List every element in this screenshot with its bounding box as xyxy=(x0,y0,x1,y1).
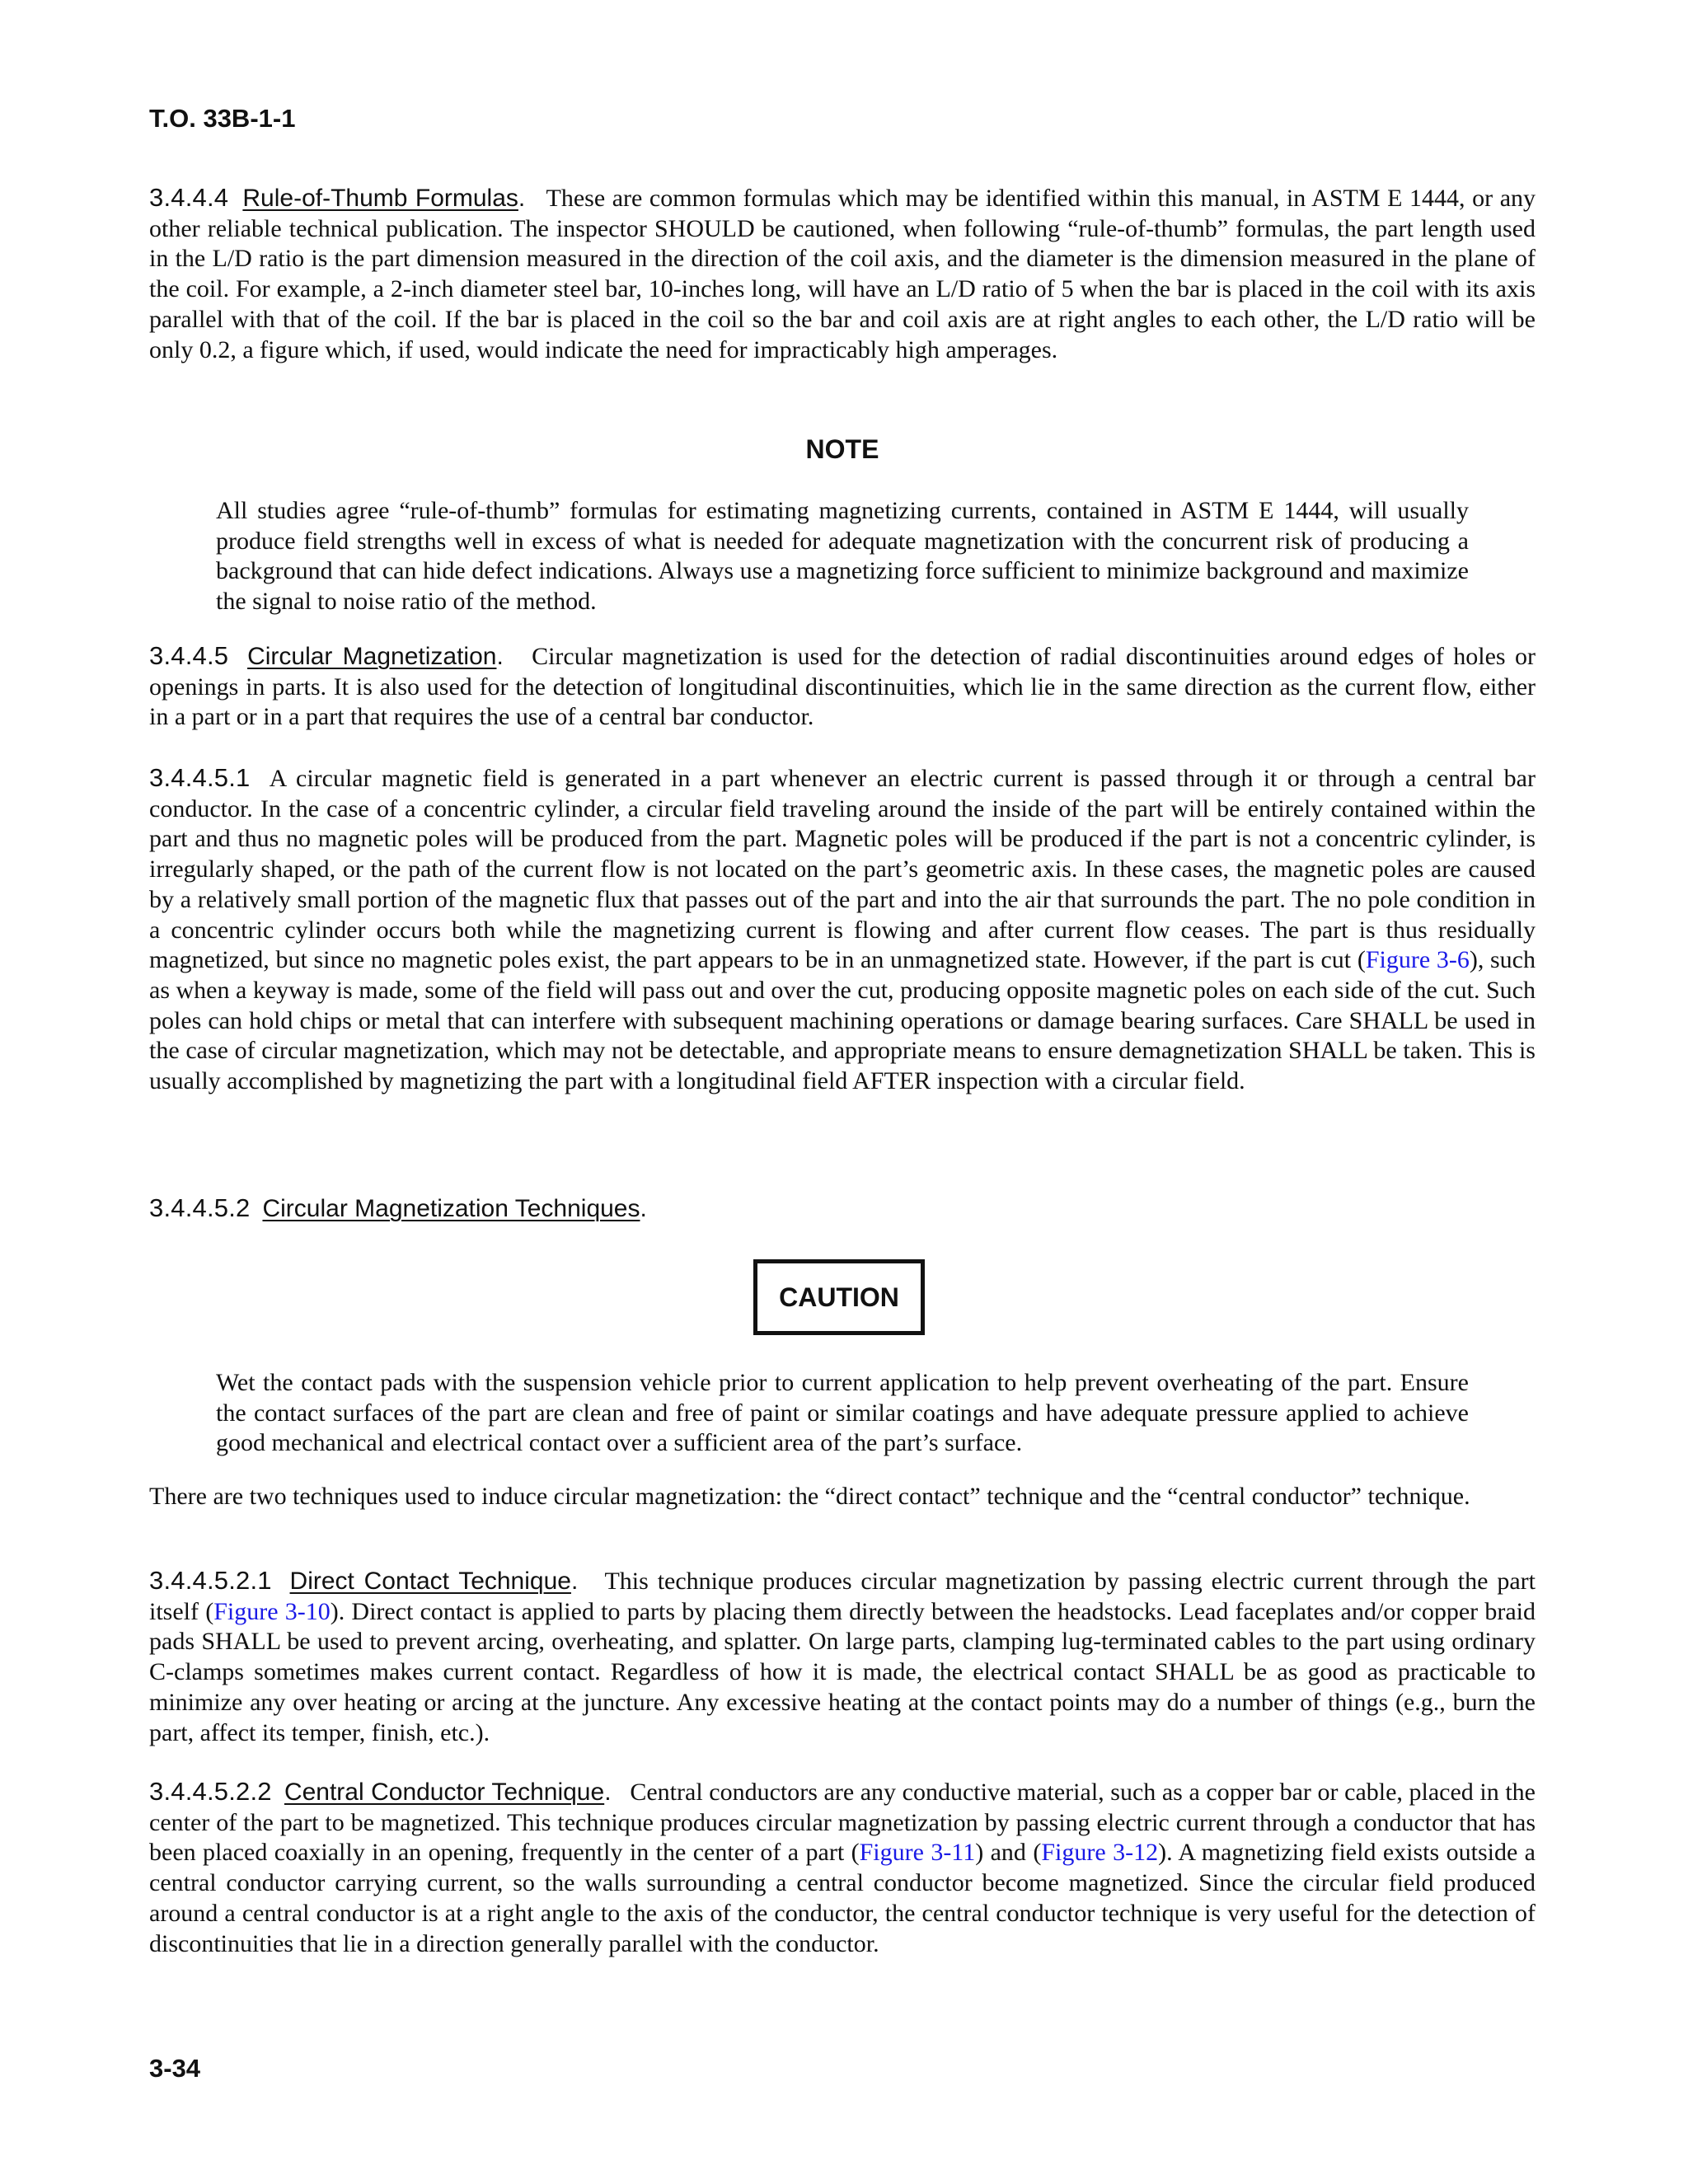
section-number: 3.4.4.5.2.2 xyxy=(149,1777,272,1806)
techniques-intro: There are two techniques used to induce circular magnetization: the “direct contact” technique and the “central conductor” technique. xyxy=(149,1483,1470,1510)
caution-text: Wet the contact pads with the suspension vehicle prior to current application to help prevent overheating of the part. Ensure the contact surfaces of the part are clean and free of paint or similar coatings and have adequate pressure applied to achieve good mechanical and electrical contact over a sufficient area of the part’s surface. xyxy=(216,1369,1469,1457)
section-3-4-4-5-2-1: 3.4.4.5.2.1 Direct Contact Technique. This technique produces circular magnetization by passing electric current through the part itself (Figure 3-10). Direct contact is applied to parts by placing them directly between the headstocks. Lead faceplates and/or copper braid pads SHALL be used to prevent arcing, overheating, and splatter. On large parts, clamping lug-terminated cables to the part using ordinary C-clamps sometimes makes current contact. Regardless of how it is made, the electrical contact SHALL be as good as practicable to minimize any over heating or arcing at the juncture. Any excessive heating at the contact points may do a number of things (e.g., burn the part, affect its temper, finish, etc.). xyxy=(149,1566,1536,1746)
section-title: Central Conductor Technique xyxy=(284,1779,605,1806)
section-number: 3.4.4.5.2 xyxy=(149,1193,251,1222)
section-number: 3.4.4.5.2.1 xyxy=(149,1566,272,1595)
section-text-part-c: ). A magnetizing field exists outside a central conductor carrying current, so the walls surrounding a central conductor become magnetized. Since the circular field produced around a central conductor is at a right angle to the axis of the conductor, the central conductor technique is very useful for the detection of discontinuities that lie in a direction generally parallel with the conductor. xyxy=(149,1839,1536,1957)
section-text-part-a: A circular magnetic field is generated in a part whenever an electric current is passed through it or through a central bar conductor. In the case of a concentric cylinder, a circular field traveling around the inside of the part will be entirely contained within the part and thus no magnetic poles will be produced from the part. Magnetic poles will be produced if the part is not a concentric cylinder, is irregularly shaped, or the path of the current flow is not located on the part’s geometric axis. In these cases, the magnetic poles are caused by a relatively small portion of the magnetic flux that passes out of the part and into the air that surrounds the part. The no pole condition in a concentric cylinder occurs both while the magnetizing current is flowing and after current flow ceases. The part is thus residually magnetized, but since no magnetic poles exist, the part appears to be in an unmagnetized state. However, if the part is cut ( xyxy=(149,765,1536,974)
section-title: Direct Contact Technique xyxy=(289,1568,571,1595)
section-3-4-4-5: 3.4.4.5 Circular Magnetization. Circular magnetization is used for the detection of radial discontinuities around edges of holes or openings in parts. It is also used for the detection of longitudinal discontinuities, which lie in the same direction as the current flow, either in a part or in a part that requires the use of a central bar conductor. xyxy=(149,641,1536,731)
page-number-footer: 3-34 xyxy=(149,2054,201,2083)
figure-3-12-link[interactable]: Figure 3-12 xyxy=(1041,1839,1159,1867)
section-text-part-b: ) and ( xyxy=(975,1839,1042,1867)
section-text-part-a: This technique produces circular magnetization by passing electric current through the part itself ( xyxy=(149,1568,1536,1625)
section-text: These are common formulas which may be identified within this manual, in ASTM E 1444, or any other reliable technical publication. The inspector SHOULD be cautioned, when following “rule-of-thumb” formulas, the part length used in the L/D ratio is the part dimension measured in the direction of the coil axis, and the diameter is the dimension measured in the plane of the coil. For example, a 2-inch diameter steel bar, 10-inches long, will have an L/D ratio of 5 when the bar is placed in the coil with its axis parallel with that of the coil. If the bar is placed in the coil so the bar and coil axis are at right angles to each other, the L/D ratio will be only 0.2, a figure which, if used, would indicate the need for impracticably high amperages. xyxy=(149,185,1536,363)
section-3-4-4-5-2: 3.4.4.5.2 Circular Magnetization Techniques. xyxy=(149,1193,647,1222)
figure-3-11-link[interactable]: Figure 3-11 xyxy=(859,1839,976,1867)
section-number: 3.4.4.5.1 xyxy=(149,763,251,792)
section-text-part-b: ). Direct contact is applied to parts by placing them directly between the headstocks. Lead faceplates and/or copper braid pads SHALL be used to prevent arcing, overheating, and splatter. On large parts, clamping lug-terminated cables to the part using ordinary C-clamps sometimes makes current contact. Regardless of how it is made, the electrical contact SHALL be as good as practicable to minimize any over heating or arcing at the juncture. Any excessive heating at the contact points may do a number of things (e.g., burn the part, affect its temper, finish, etc.). xyxy=(149,1597,1536,1746)
section-3-4-4-4: 3.4.4.4 Rule-of-Thumb Formulas. These are common formulas which may be identified within this manual, in ASTM E 1444, or any other reliable technical publication. The inspector SHOULD be cautioned, when following “rule-of-thumb” formulas, the part length used in the L/D ratio is the part dimension measured in the direction of the coil axis, and the diameter is the dimension measured in the plane of the coil. For example, a 2-inch diameter steel bar, 10-inches long, will have an L/D ratio of 5 when the bar is placed in the coil with its axis parallel with that of the coil. If the bar is placed in the coil so the bar and coil axis are at right angles to each other, the L/D ratio will be only 0.2, a figure which, if used, would indicate the need for impracticably high amperages. xyxy=(149,183,1536,363)
figure-3-10-link[interactable]: Figure 3-10 xyxy=(213,1597,331,1625)
section-text: Circular magnetization is used for the detection of radial discontinuities around edges of holes or openings in parts. It is also used for the detection of longitudinal discontinuities, which lie in the same direction as the current flow, either in a part or in a part that requires the use of a central bar conductor. xyxy=(149,643,1536,731)
caution-heading: CAUTION xyxy=(779,1282,899,1312)
section-text-part-a: Central conductors are any conductive material, such as a copper bar or cable, placed in the center of the part to be magnetized. This technique produces circular magnetization by passing electric current through a conductor that has been placed coaxially in an opening, frequently in the center of a part ( xyxy=(149,1779,1536,1867)
section-title: Circular Magnetization Techniques xyxy=(262,1195,640,1222)
section-title: Circular Magnetization xyxy=(247,643,497,670)
section-3-4-4-5-1 xyxy=(149,763,1536,1097)
note-heading: NOTE xyxy=(805,434,879,464)
section-text-part-b: ), such as when a keyway is made, some of the field will pass out and over the cut, producing opposite magnetic poles on each side of the cut. Such poles can hold chips or metal that can interfere with subsequent machining operations or damage bearing surfaces. Care SHALL be used in the case of circular magnetization, which may not be detectable, and appropriate means to ensure demagnetization SHALL be taken. This is usually accomplished by magnetizing the part with a longitudinal field AFTER inspection with a circular field. xyxy=(149,946,1536,1095)
section-number: 3.4.4.4 xyxy=(149,183,229,212)
caution-heading-box xyxy=(753,1259,925,1335)
document-id-header: T.O. 33B-1-1 xyxy=(149,104,296,133)
section-title: Rule-of-Thumb Formulas xyxy=(242,185,518,212)
section-number: 3.4.4.5 xyxy=(149,641,229,670)
figure-3-6-link[interactable]: Figure 3-6 xyxy=(1365,946,1470,974)
note-text: All studies agree “rule-of-thumb” formulas for estimating magnetizing currents, contained in ASTM E 1444, will usually produce field strengths well in excess of what is needed for adequate magnetization with the concurrent risk of producing a background that can hide defect indications. Always use a magnetizing force sufficient to minimize background and maximize the signal to noise ratio of the method. xyxy=(216,497,1469,616)
section-3-4-4-5-2-2: 3.4.4.5.2.2 Central Conductor Technique. Central conductors are any conductive material, such as a copper bar or cable, placed in the center of the part to be magnetized. This technique produces circular magnetization by passing electric current through a conductor that has been placed coaxially in an opening, frequently in the center of a part (Figure 3-11) and (Figure 3-12). A magnetizing field exists outside a central conductor carrying current, so the walls surrounding a central conductor become magnetized. Since the circular field produced around a central conductor is at a right angle to the axis of the conductor, the central conductor technique is very useful for the detection of discontinuities that lie in a direction generally parallel with the conductor. xyxy=(149,1777,1536,1957)
